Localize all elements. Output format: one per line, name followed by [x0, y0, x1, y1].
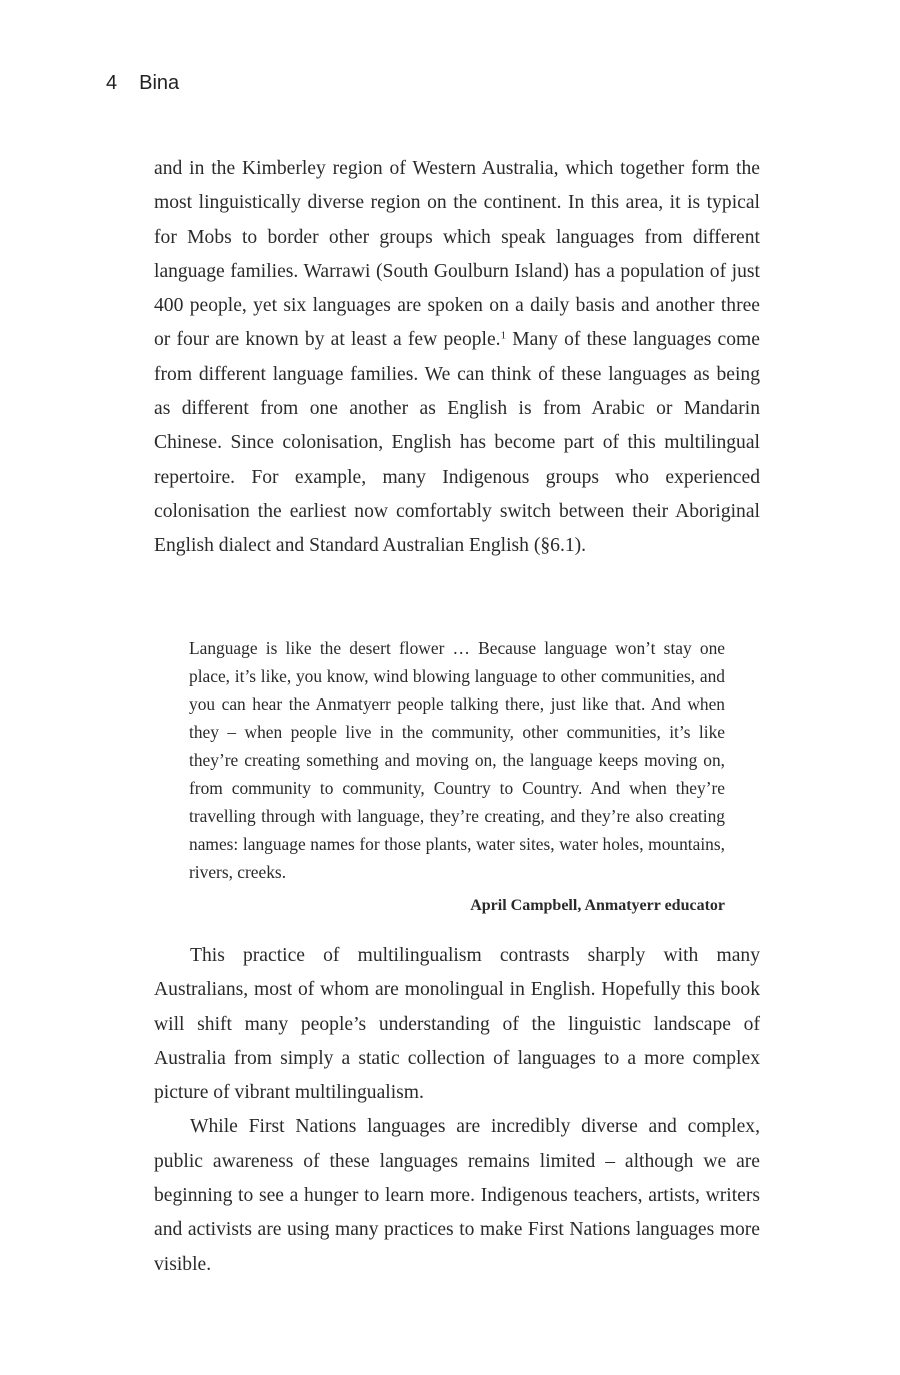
- body-text-lower: [154, 939, 760, 1282]
- paragraph-2: This practice of multilingualism contrasts sharply with many Australians, most of whom are monolingual in English. Hopefully this book will shift many people’s understanding of the linguistic landscape of Australia from simply a static collection of languages to a more complex picture of vibrant multilingualism.: [154, 945, 760, 1104]
- footnote-marker[interactable]: 1: [500, 329, 507, 342]
- paragraph-3: While First Nations languages are incredibly diverse and complex, public awareness of these languages remains limited – although we are beginning to see a hunger to learn more. Indigenous teachers, artists, writers and activists are using many practices to make First Nations languages more visible.: [154, 1116, 760, 1275]
- body-text-upper: [154, 152, 760, 564]
- block-quote: [189, 634, 725, 886]
- quote-attribution: April Campbell, Anmatyerr educator: [470, 897, 725, 914]
- running-title: Bina: [139, 72, 180, 94]
- paragraph-1-text-a: and in the Kimberley region of Western Australia, which together form the most linguistically diverse region on the continent. In this area, it is typical for Mobs to border other groups which speak languages from different language families. Warrawi (South Goulburn Island) has a population of just 400 people, yet six languages are spoken on a daily basis and another three or four are known by at least a few people.: [154, 158, 760, 351]
- block-quote-text: Language is like the desert flower … Because language won’t stay one place, it’s like, you know, wind blowing language to other communities, and you can hear the Anmatyerr people talking there, just like that. And when they – when people live in the community, other communities, it’s like they’re creating something and moving on, the language keeps moving on, from community to community, Country to Country. And when they’re travelling through with language, they’re creating, and they’re also creating names: language names for those plants, water sites, water holes, mountains, rivers, creeks.: [189, 638, 725, 882]
- running-header: [106, 72, 179, 95]
- page-number: 4: [106, 72, 118, 94]
- paragraph-1-text-b: Many of these languages come from different language families. We can think of these languages as being as different from one another as English is from Arabic or Mandarin Chinese. Since colonisation, English has become part of this multilingual repertoire. For example, many Indigenous groups who experienced colonisation the earliest now comfortably switch between their Aboriginal English dialect and Standard Australian English (§6.1).: [154, 329, 760, 557]
- paragraph-1: [154, 152, 760, 564]
